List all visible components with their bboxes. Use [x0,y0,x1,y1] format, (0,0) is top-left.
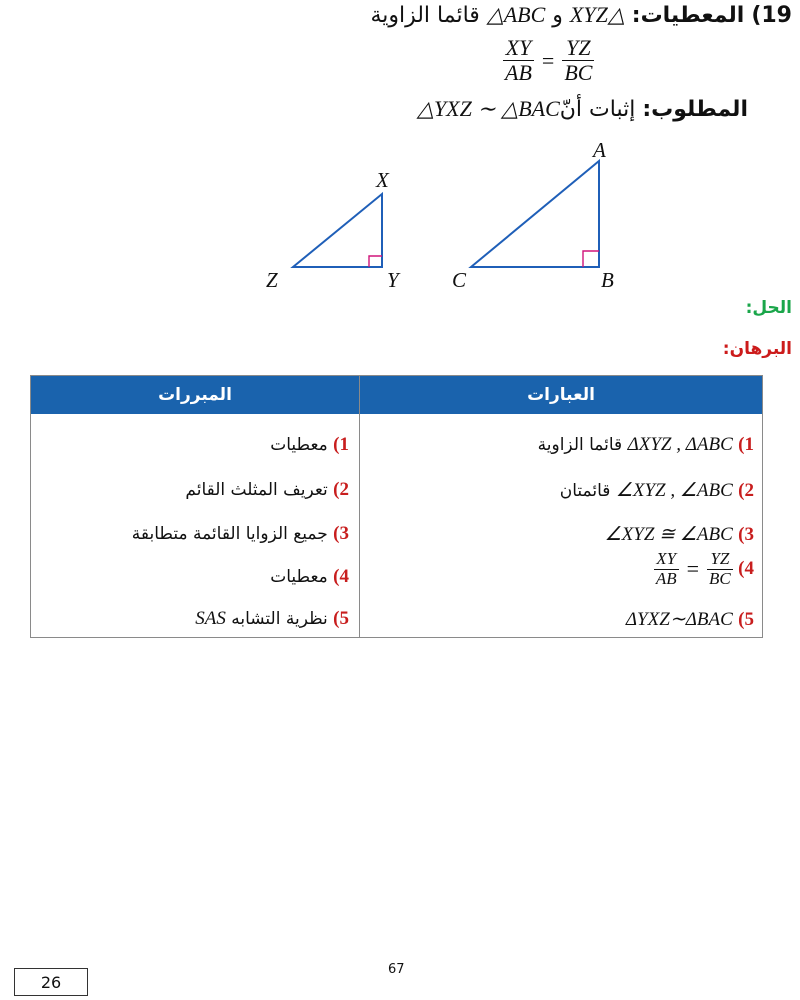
prove-label: المطلوب: [642,97,748,122]
statement-row-2: 2) ∠XYZ , ∠ABC قائمتان [559,480,754,501]
problem-number: 19) [751,3,792,28]
statement-row-4: 4) $\frac{XY}{AB}$ = $\frac{YZ}{BC}$ [655,549,754,588]
ratio-equals: = [541,47,555,73]
reason-row-3: 3) جميع الزوايا القائمة متطابقة [131,523,349,544]
triangle-abc [471,161,599,267]
column-divider [359,376,360,637]
given-label: المعطيات: [631,3,745,28]
solution-label: الحل: [745,298,792,318]
page-number: 67 [388,962,405,977]
given-text: قائما الزاوية [370,3,480,28]
vertex-label-z: Z [266,268,278,292]
footer-page-box: 26 [14,968,88,996]
triangle-xyz [293,194,382,267]
right-angle-mark-b [583,251,599,267]
header-reasons: المبررات [31,376,360,414]
given-triangle-xyz: XYZ△ [569,2,625,27]
vertex-label-a: A [593,138,606,162]
statement-row-5: 5) ΔYXZ∼ΔBAC [625,609,754,630]
reason-row-1: 1) معطيات [270,434,349,455]
vertex-label-b: B [601,268,614,292]
reason-row-5: 5) نظرية التشابه SAS [195,608,349,629]
statement-row-3: 3) ∠XYZ ≅ ∠ABC [604,524,754,545]
ratio-fraction-1: $\frac{XY}{AB}$ [505,35,532,86]
given-conjunction: و [552,3,563,28]
given-triangle-abc: △ABC [486,2,546,27]
header-statements: العبارات [360,376,762,414]
proof-label: البرهان: [722,339,792,359]
ratio-fraction-2: $\frac{YZ}{BC}$ [564,35,593,86]
triangles-figure [0,0,800,300]
prove-text: إثبات أنّ [559,97,636,122]
reason-row-4: 4) معطيات [270,566,349,587]
vertex-label-c: C [452,268,467,292]
reason-row-2: 2) تعريف المثلث القائم [185,479,349,500]
statement-row-1: 1) ΔXYZ , ΔABC قائما الزاوية [537,434,754,455]
prove-expression: △YXZ ∼ △BAC [417,96,560,121]
right-angle-mark-y [369,256,382,267]
vertex-label-x: X [376,168,389,192]
proof-table [30,375,763,638]
vertex-label-y: Y [387,268,399,292]
